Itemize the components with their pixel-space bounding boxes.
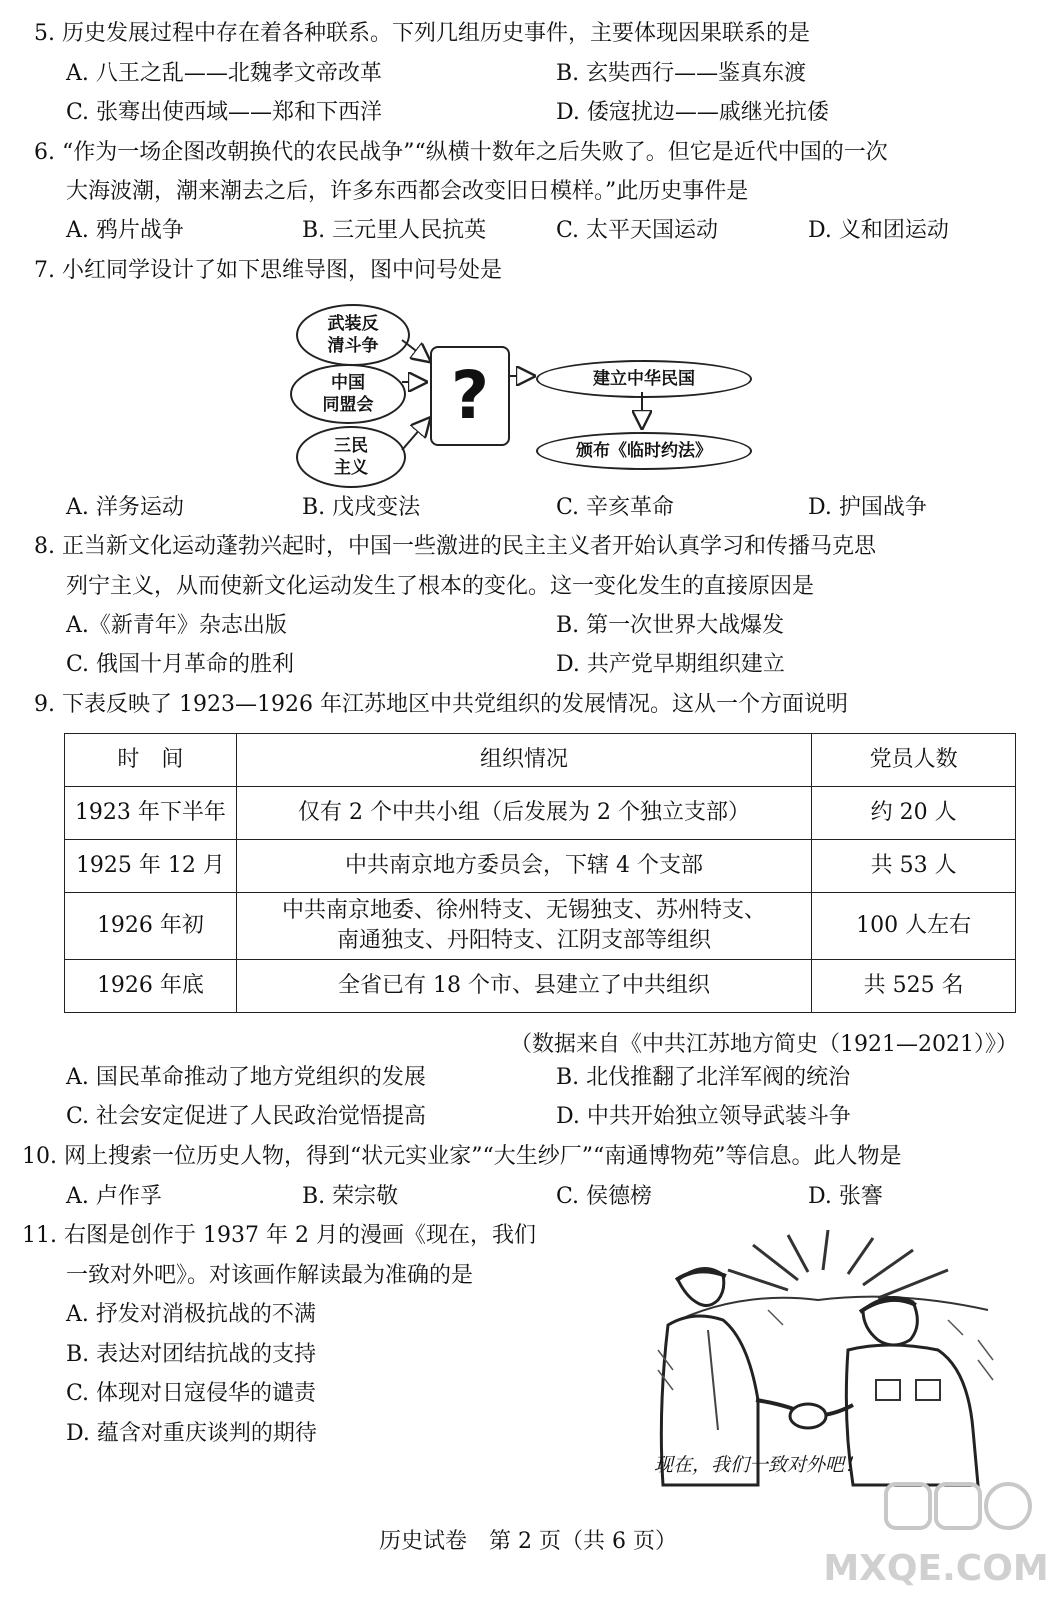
q8-option-a: A.《新青年》杂志出版 (66, 613, 287, 638)
q8-option-c: C. 俄国十月革命的胜利 (66, 652, 295, 677)
q11-stem-line1: 11. 右图是创作于 1937 年 2 月的漫画《现在，我们 (22, 1223, 536, 1248)
mind-map-node-armed-struggle: 武装反 清斗争 (296, 304, 410, 366)
mind-map-node-provisional-constitution: 颁布《临时约法》 (536, 432, 752, 470)
q9-option-d: D. 中共开始独立领导武装斗争 (556, 1104, 851, 1129)
arrow-3 (402, 420, 428, 450)
table-header-members: 党员人数 (812, 734, 1016, 787)
q10-stem: 10. 网上搜索一位历史人物，得到“状元实业家”“大生纱厂”“南通博物苑”等信息。此人物是 (22, 1144, 902, 1169)
q5-option-a: A. 八王之乱——北魏孝文帝改革 (66, 61, 382, 86)
table-cell-members: 共 525 名 (812, 960, 1016, 1013)
q6-stem-line2: 大海波潮，潮来潮去之后，许多东西都会改变旧日模样。”此历史事件是 (66, 179, 749, 204)
table-source-note: （数据来自《中共江苏地方简史（1921—2021）》） (510, 1032, 1018, 1057)
table-row (65, 960, 1016, 1013)
q5-option-b: B. 玄奘西行——鉴真东渡 (556, 61, 807, 86)
cartoon-illustration (648, 1230, 1008, 1490)
mind-map-node-three-principles: 三民 主义 (296, 426, 406, 488)
table-cell-time: 1926 年初 (65, 893, 237, 960)
q7-option-c: C. 辛亥革命 (556, 495, 675, 520)
mind-map-node-roc: 建立中华民国 (536, 360, 752, 398)
table-cell-time: 1923 年下半年 (65, 787, 237, 840)
q10-option-b: B. 荣宗敬 (302, 1184, 399, 1209)
table-cell-members: 约 20 人 (812, 787, 1016, 840)
q8-stem-line2: 列宁主义，从而使新文化运动发生了根本的变化。这一变化发生的直接原因是 (66, 574, 815, 599)
table-header-time: 时 间 (65, 734, 237, 787)
q8-option-b: B. 第一次世界大战爆发 (556, 613, 785, 638)
cartoon-caption: 现在，我们一致对外吧！ (654, 1454, 864, 1476)
table-row (65, 893, 1016, 960)
q8-option-d: D. 共产党早期组织建立 (556, 652, 785, 677)
q8-stem-line1: 8. 正当新文化运动蓬勃兴起时，中国一些激进的民主主义者开始认真学习和传播马克思 (34, 534, 876, 559)
page-footer: 历史试卷 第 2 页（共 6 页） (379, 1529, 677, 1554)
table-cell-time: 1926 年底 (65, 960, 237, 1013)
q6-option-b: B. 三元里人民抗英 (302, 218, 487, 243)
party-organization-table (64, 733, 1016, 1013)
q7-stem: 7. 小红同学设计了如下思维导图，图中问号处是 (34, 258, 502, 283)
watermark-text: MXQE.COM (823, 1548, 1049, 1589)
q9-option-c: C. 社会安定促进了人民政治觉悟提高 (66, 1104, 427, 1129)
table-cell-organization: 全省已有 18 个市、县建立了中共组织 (236, 960, 811, 1013)
q9-option-b: B. 北伐推翻了北洋军阀的统治 (556, 1065, 851, 1090)
mind-map-diagram (290, 300, 770, 500)
table-cell-organization: 仅有 2 个中共小组（后发展为 2 个独立支部） (236, 787, 811, 840)
q7-option-b: B. 戊戌变法 (302, 495, 421, 520)
table-header-row (65, 734, 1016, 787)
mind-map-question-box: ? (430, 346, 510, 446)
q5-option-c: C. 张骞出使西域——郑和下西洋 (66, 100, 383, 125)
q7-option-d: D. 护国战争 (808, 495, 927, 520)
q11-option-d: D. 蕴含对重庆谈判的期待 (66, 1421, 317, 1446)
q9-option-a: A. 国民革命推动了地方党组织的发展 (66, 1065, 426, 1090)
table-header-organization: 组织情况 (236, 734, 811, 787)
mind-map-node-tongmenghui: 中国 同盟会 (290, 364, 406, 424)
table-cell-time: 1925 年 12 月 (65, 840, 237, 893)
q9-stem: 9. 下表反映了 1923—1926 年江苏地区中共党组织的发展情况。这从一个方面说明 (34, 692, 848, 717)
q10-option-d: D. 张謇 (808, 1184, 883, 1209)
q6-option-a: A. 鸦片战争 (66, 218, 184, 243)
q6-stem-line1: 6. “作为一场企图改朝换代的农民战争”“纵横十数年之后失败了。但它是近代中国的一次 (34, 140, 888, 165)
q6-option-d: D. 义和团运动 (808, 218, 949, 243)
q7-option-a: A. 洋务运动 (66, 495, 184, 520)
q11-option-c: C. 体现对日寇侵华的谴责 (66, 1381, 317, 1406)
q5-stem: 5. 历史发展过程中存在着各种联系。下列几组历史事件，主要体现因果联系的是 (34, 21, 810, 46)
q10-option-c: C. 侯德榜 (556, 1184, 653, 1209)
table-cell-organization: 中共南京地委、徐州特支、无锡独支、苏州特支、 南通独支、丹阳特支、江阴支部等组织 (236, 893, 811, 960)
table-cell-members: 100 人左右 (812, 893, 1016, 960)
cartoon-drawing (648, 1230, 1008, 1490)
q11-stem-line2: 一致对外吧》。对该画作解读最为准确的是 (66, 1263, 474, 1288)
table-row (65, 787, 1016, 840)
table-cell-members: 共 53 人 (812, 840, 1016, 893)
q6-option-c: C. 太平天国运动 (556, 218, 719, 243)
q5-option-d: D. 倭寇扰边——戚继光抗倭 (556, 100, 829, 125)
q10-option-a: A. 卢作孚 (66, 1184, 162, 1209)
q11-option-a: A. 抒发对消极抗战的不满 (66, 1302, 316, 1327)
q11-option-b: B. 表达对团结抗战的支持 (66, 1342, 317, 1367)
table-cell-organization: 中共南京地方委员会，下辖 4 个支部 (236, 840, 811, 893)
table-row (65, 840, 1016, 893)
